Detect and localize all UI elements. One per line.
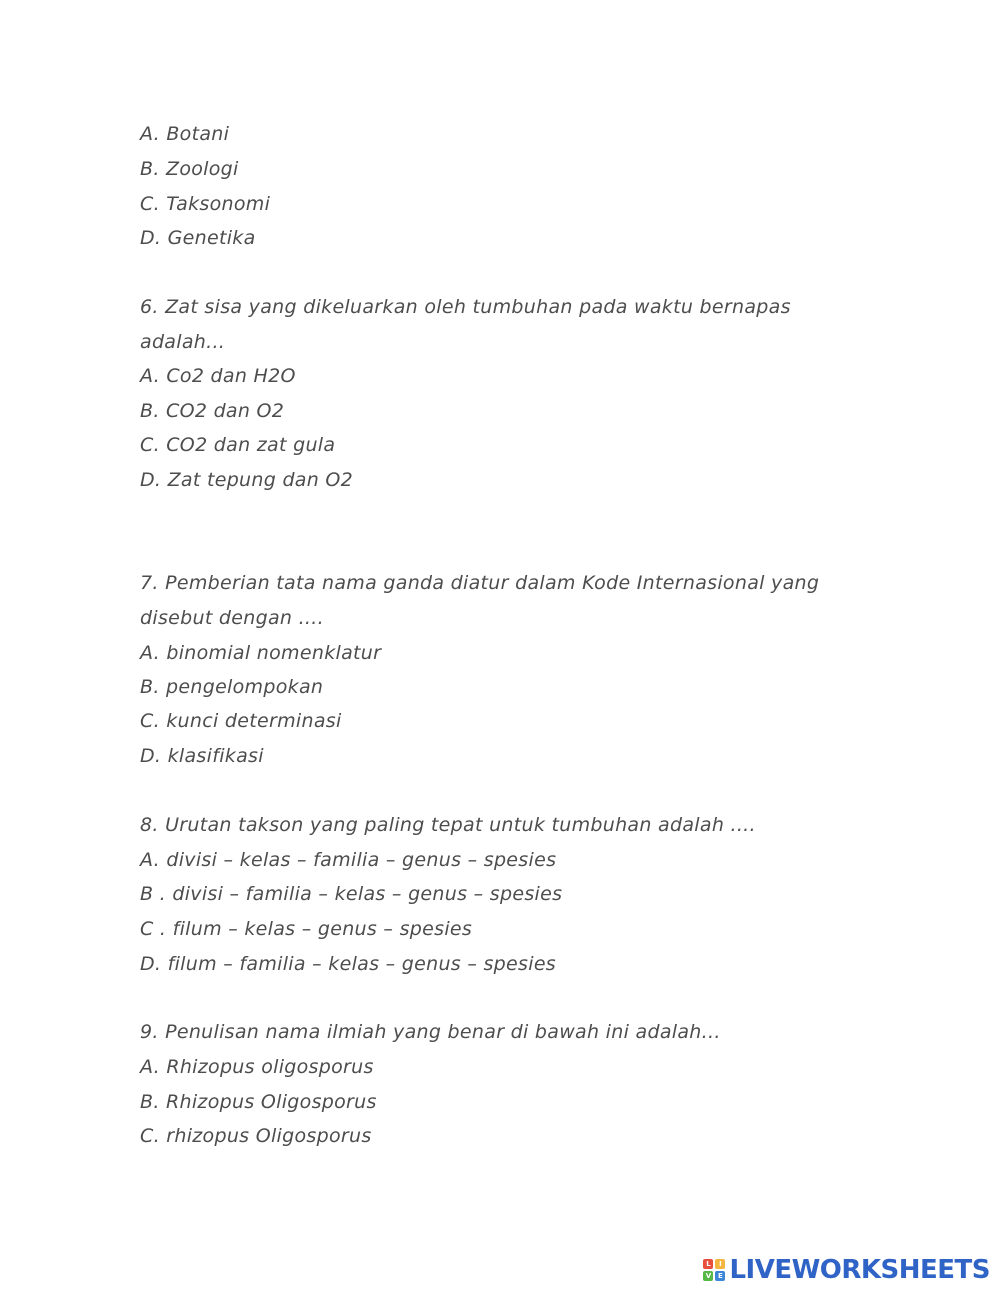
q8-option-c: C . filum – kelas – genus – spesies [140,918,473,940]
q5-option-b: B. Zoologi [140,158,239,180]
q5-option-c: C. Taksonomi [140,193,271,215]
q6-option-c: C. CO2 dan zat gula [140,434,336,456]
q7-option-d: D. klasifikasi [140,745,264,767]
q9-option-a: A. Rhizopus oligosporus [140,1056,374,1078]
q5-option-d: D. Genetika [140,227,256,249]
logo-cube-i: I [715,1259,725,1269]
q7-option-c: C. kunci determinasi [140,710,342,732]
q8-question-line1: 8. Urutan takson yang paling tepat untuk tumbuhan adalah .... [140,814,756,836]
q7-question-line1: 7. Pemberian tata nama ganda diatur dalam Kode Internasional yang [140,572,820,594]
q8-option-a: A. divisi – kelas – familia – genus – spesies [140,849,557,871]
q7-question-line2: disebut dengan .... [140,607,324,629]
q5-option-a: A. Botani [140,123,230,145]
q8-option-d: D. filum – familia – kelas – genus – spesies [140,953,557,975]
logo-cube-v: V [703,1271,713,1281]
liveworksheets-logo[interactable] [703,1255,990,1285]
logo-cubes-icon [703,1259,725,1281]
q6-option-d: D. Zat tepung dan O2 [140,469,354,491]
q7-option-b: B. pengelompokan [140,676,324,698]
q6-question-line1: 6. Zat sisa yang dikeluarkan oleh tumbuhan pada waktu bernapas [140,296,791,318]
q9-option-b: B. Rhizopus Oligosporus [140,1091,377,1113]
q6-option-b: B. CO2 dan O2 [140,400,285,422]
q6-question-line2: adalah... [140,331,226,353]
logo-cube-l: L [703,1259,713,1269]
q6-option-a: A. Co2 dan H2O [140,365,296,387]
q9-question-line1: 9. Penulisan nama ilmiah yang benar di bawah ini adalah... [140,1021,721,1043]
q9-option-c: C. rhizopus Oligosporus [140,1125,372,1147]
q7-option-a: A. binomial nomenklatur [140,642,382,664]
logo-cube-e: E [715,1271,725,1281]
brand-name: LIVEWORKSHEETS [729,1255,990,1285]
q8-option-b: B . divisi – familia – kelas – genus – spesies [140,883,563,905]
